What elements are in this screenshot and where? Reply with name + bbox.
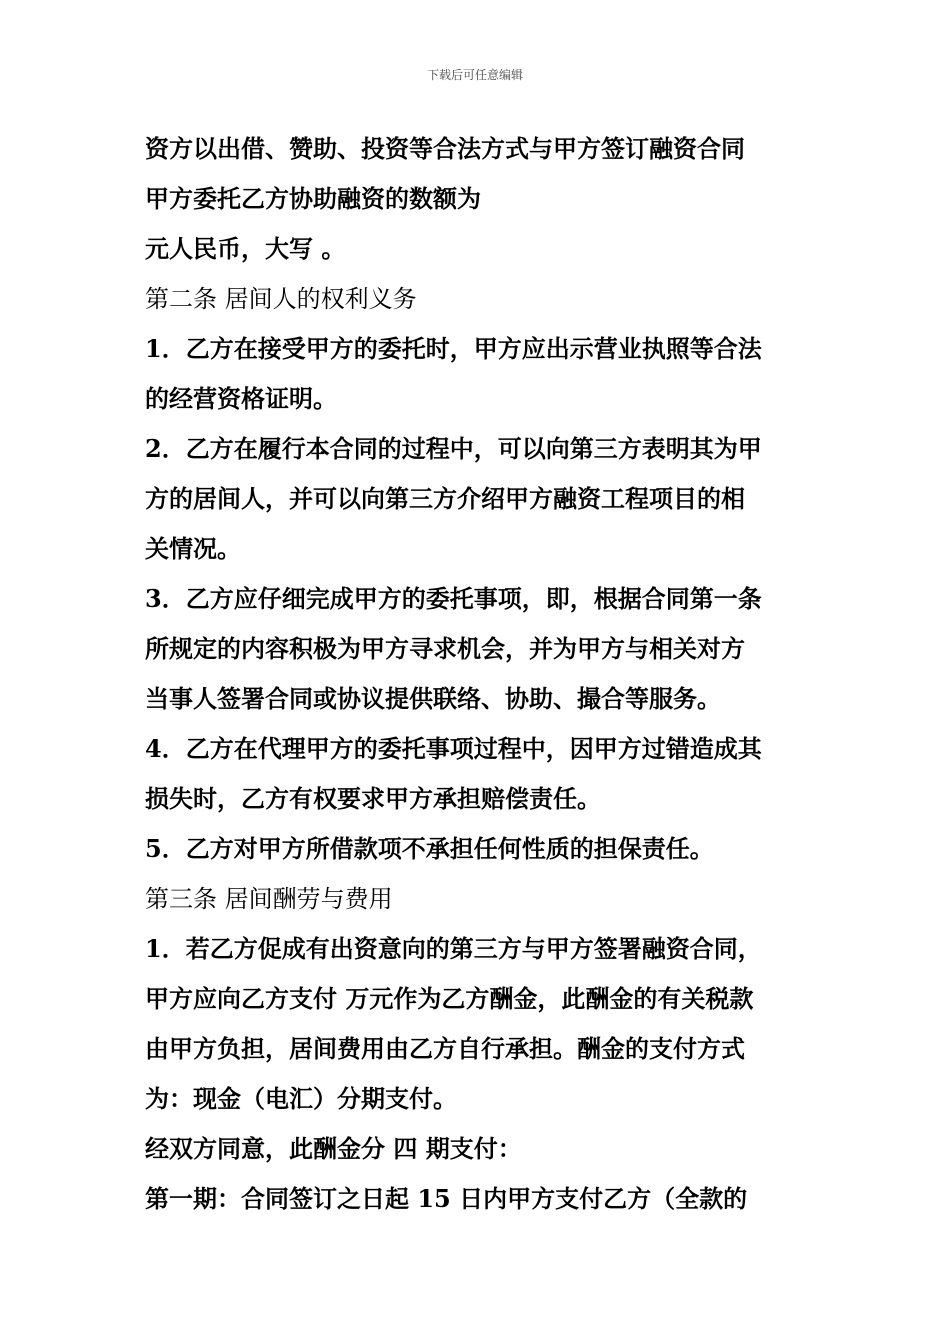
section-heading: 第三条 居间酬劳与费用 — [145, 885, 393, 913]
text-line: 资方以出借、赞助、投资等合法方式与甲方签订融资合同 — [145, 134, 745, 163]
text-line: 3．乙方应仔细完成甲方的委托事项，即，根据合同第一条 — [145, 584, 762, 613]
text-line: 损失时，乙方有权要求甲方承担赔偿责任。 — [145, 784, 601, 813]
section-heading: 第二条 居间人的权利义务 — [145, 285, 417, 313]
text-line: 元人民币，大写 。 — [145, 234, 346, 263]
text-line: 方的居间人，并可以向第三方介绍甲方融资工程项目的相 — [145, 484, 745, 513]
text-line: 为：现金（电汇）分期支付。 — [145, 1084, 457, 1113]
text-line: 由甲方负担，居间费用由乙方自行承担。酬金的支付方式 — [145, 1034, 745, 1063]
text-line: 的经营资格证明。 — [145, 384, 337, 413]
text-line: 经双方同意，此酬金分 四 期支付： — [145, 1134, 522, 1163]
page-header: 下载后可任意编辑 — [426, 68, 523, 82]
text-line: 5．乙方对甲方所借款项不承担任何性质的担保责任。 — [145, 834, 714, 863]
text-line: 甲方应向乙方支付 万元作为乙方酬金，此酬金的有关税款 — [145, 984, 754, 1013]
text-line: 4．乙方在代理甲方的委托事项过程中，因甲方过错造成其 — [145, 734, 762, 763]
text-line: 1．乙方在接受甲方的委托时，甲方应出示营业执照等合法 — [145, 334, 762, 363]
text-line: 2．乙方在履行本合同的过程中，可以向第三方表明其为甲 — [145, 434, 762, 463]
text-line: 关情况。 — [145, 534, 241, 563]
text-line: 所规定的内容积极为甲方寻求机会，并为甲方与相关对方 — [145, 634, 745, 663]
text-line: 当事人签署合同或协议提供联络、协助、撮合等服务。 — [145, 684, 721, 713]
text-line: 甲方委托乙方协助融资的数额为 — [145, 184, 481, 213]
text-line: 1．若乙方促成有出资意向的第三方与甲方签署融资合同， — [145, 934, 762, 963]
text-line: 第一期：合同签订之日起 15 日内甲方支付乙方（全款的 — [145, 1184, 748, 1213]
